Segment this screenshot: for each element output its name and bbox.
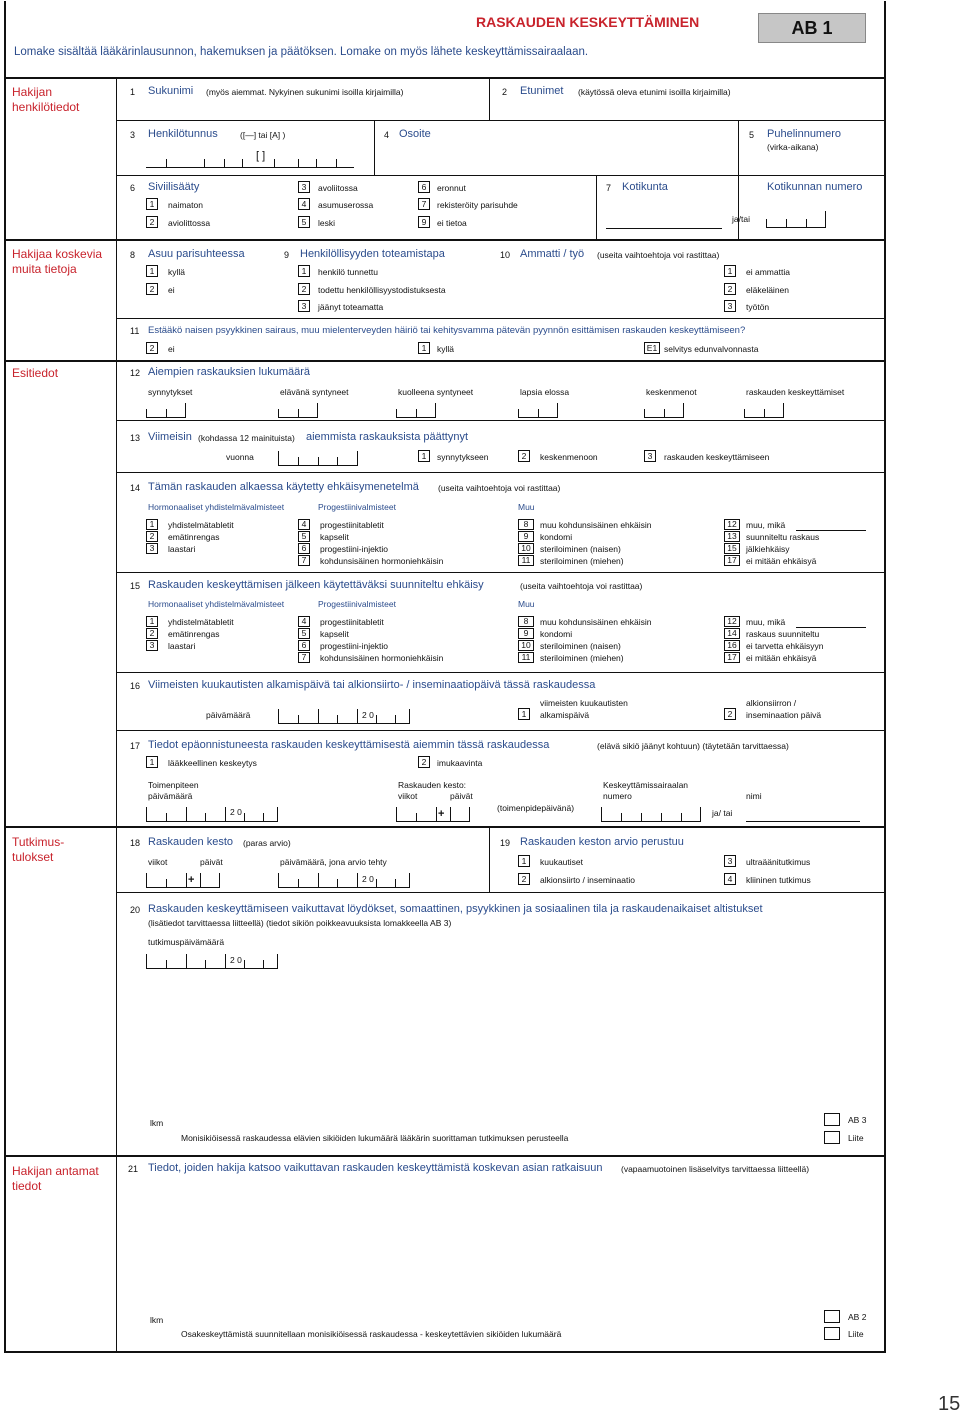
row-line [116,120,886,121]
q13-year-label: vuonna [226,452,254,462]
section-history: Esitiedot [12,366,59,380]
q17-date-field[interactable] [146,810,278,822]
q6-option-code[interactable]: 7 [418,198,430,210]
row-line [116,472,886,473]
q13-label: Viimeisin [148,431,192,443]
q12-field[interactable] [518,406,558,418]
q14-option-text: laastari [168,544,196,554]
q6-option-text: ei tietoa [437,218,467,228]
q9-option-code[interactable]: 3 [298,300,310,312]
page-number: 15 [938,1393,960,1415]
q15-option-code[interactable]: 11 [518,652,534,663]
row-line [116,175,886,176]
q8-option-code[interactable]: 2 [146,283,158,295]
q19-option-text: kliininen tutkimus [746,875,811,885]
q8-option-code[interactable]: 1 [146,265,158,277]
q7-number: 7 [606,183,612,193]
q9-option-text: todettu henkilöllisyystodistuksesta [318,285,446,295]
q18-year-prefix: 2 0 [362,874,374,884]
q17-col3-line1: Keskeyttämissairaalan [603,780,689,790]
q13-year-field[interactable] [278,454,358,466]
q15-option-text: emätinrengas [168,629,220,639]
q18-number: 18 [130,838,141,848]
ssn-separator-bracket: [ ] [256,150,266,162]
q14-option-code[interactable]: 13 [724,531,740,542]
q5-note: (virka-aikana) [767,142,819,152]
q16-option-code[interactable]: 1 [518,708,530,720]
q7-label-number: Kotikunnan numero [767,181,863,193]
q6-option-text: eronnut [437,183,466,193]
q6-option-text: rekisteröity parisuhde [437,200,518,210]
q14-group-heading: Muu [518,502,535,512]
q8-option-text: ei [168,285,175,295]
vertical-divider [116,77,117,1353]
q14-other-field[interactable] [796,530,866,531]
q12-col: synnytykset [148,387,193,397]
q21-ab2-checkbox[interactable] [824,1310,840,1323]
q14-option-text: progestiinitabletit [320,520,384,530]
q14-group-heading: Progestiinivalmisteet [318,502,396,512]
q14-option-text: emätinrengas [168,532,220,542]
q14-option-code[interactable]: 7 [298,555,310,566]
q13-option-code[interactable]: 3 [644,450,656,462]
q13-option-text: raskauden keskeyttämiseen [664,452,770,462]
row-line [116,892,886,893]
section-applicant-details: Hakijan henkilötiedot [12,85,80,114]
q21-number: 21 [128,1164,139,1174]
divider [4,826,886,828]
q20-attachment-checkbox[interactable] [824,1131,840,1144]
col-line [489,77,490,120]
q13-option-code[interactable]: 1 [418,450,430,462]
q3-number: 3 [130,130,136,140]
q10-option-code[interactable]: 1 [724,265,736,277]
q17-label: Tiedot epäonnistuneesta raskauden keskeyttämisestä aiemmin tässä raskaudessa [148,739,550,751]
q7-conj: ja/tai [732,214,750,224]
q18-note: (paras arvio) [243,838,291,848]
q20-ab3-checkbox[interactable] [824,1113,840,1126]
q9-option-code[interactable]: 2 [298,283,310,295]
q9-option-text: jäänyt toteamatta [318,302,384,312]
q18-date-field[interactable] [278,876,410,888]
q13-option-text: synnytykseen [437,452,489,462]
q9-number: 9 [284,250,290,260]
q21-note: (vapaamuotoinen lisäselvitys tarvittaessa liitteellä) [621,1164,810,1174]
q21-attachment-checkbox[interactable] [824,1327,840,1340]
q14-option-text: kondomi [540,532,573,542]
q14-group-heading: Hormonaaliset yhdistelmävalmisteet [148,502,285,512]
q21-ab2-label: AB 2 [848,1312,867,1322]
form-subtitle: Lomake sisältää lääkärinlausunnon, hakemuksen ja päätöksen. Lomake on myös lähete keskeyttämissairaalaan. [14,46,589,58]
q6-number: 6 [130,183,136,193]
q15-option-code[interactable]: 3 [146,640,158,651]
q14-option-code[interactable]: 3 [146,543,158,554]
q20-multi-text: Monisikiöisessä raskaudessa elävien sikiöiden lukumäärä lääkärin suorittaman tutkimuksen perusteella [181,1133,569,1143]
municipality-field[interactable] [606,228,722,229]
q20-count-label: lkm [150,1118,164,1128]
q16-option-top: viimeisten kuukautisten [540,698,628,708]
q12-field[interactable] [146,406,186,418]
q6-option-text: aviolittossa [168,218,211,228]
q2-label: Etunimet [520,85,564,97]
col-line [738,175,739,239]
q20-year-prefix: 2 0 [230,955,242,965]
q11-number: 11 [130,326,140,336]
q9-option-text: henkilö tunnettu [318,267,379,277]
q14-option-code[interactable]: 12 [724,519,740,530]
q14-option-code[interactable]: 4 [298,519,310,530]
q16-option-text: inseminaation päivä [746,710,822,720]
q20-note: (lisätiedot tarvittaessa liitteellä) (tiedot sikiön poikkeavuuksista lomakkeella AB 3) [148,918,452,928]
q17-hospital-number-field[interactable] [601,810,701,822]
q15-option-text: muu kohdunsisäinen ehkäisin [540,617,652,627]
q7-label: Kotikunta [622,181,668,193]
q14-option-text: muu kohdunsisäinen ehkäisin [540,520,652,530]
q14-number: 14 [130,483,141,493]
q15-other-field[interactable] [796,627,866,628]
q14-option-code[interactable]: 11 [518,555,534,566]
q12-field[interactable] [278,406,318,418]
q20-ab3-label: AB 3 [848,1115,867,1125]
q16-option-text: alkamispäivä [540,710,590,720]
q8-label: Asuu parisuhteessa [148,248,245,260]
q20-number: 20 [130,905,141,915]
divider [4,360,886,362]
q15-label: Raskauden keskeyttämisen jälkeen käytettäväksi suunniteltu ehkäisy [148,579,484,591]
q14-option-code[interactable]: 6 [298,543,310,554]
q15-option-text: steriloiminen (naisen) [540,641,621,651]
q15-option-text: steriloiminen (miehen) [540,653,624,663]
q14-option-text: steriloiminen (miehen) [540,556,624,566]
q6-option-text: avoliitossa [318,183,358,193]
col-line [374,120,375,175]
plus-icon: + [188,874,195,886]
q10-option-text: ei ammattia [746,267,790,277]
q14-option-text: kohdunsisäinen hormoniehkäisin [320,556,444,566]
q17-days-label: päivät [450,791,473,801]
q16-year-prefix: 2 0 [362,710,374,720]
q2-number: 2 [502,87,508,97]
q11-option-code[interactable]: E1 [644,342,660,354]
q15-option-code[interactable]: 4 [298,616,310,627]
q20-attachment-label: Liite [848,1133,864,1143]
q14-note: (useita vaihtoehtoja voi rastittaa) [438,483,561,493]
q15-option-text: ei mitään ehkäisyä [746,653,817,663]
q4-number: 4 [384,130,390,140]
q12-field[interactable] [744,406,784,418]
q12-col: elävänä syntyneet [280,387,349,397]
q13-number: 13 [130,433,141,443]
q10-option-text: eläkeläinen [746,285,790,295]
q15-option-code[interactable]: 1 [146,616,158,627]
q6-option-code[interactable]: 3 [298,181,310,193]
q15-option-code[interactable]: 16 [724,640,740,651]
q11-label: Estääkö naisen psyykkinen sairaus, muu mielenterveyden häiriö tai kehitysvamma pätevän pyynnön esittämisen raskauden keskeyttämiseen? [148,325,746,336]
q12-field[interactable] [396,406,436,418]
row-line [116,420,886,421]
q15-group-heading: Progestiinivalmisteet [318,599,396,609]
q10-option-code[interactable]: 2 [724,283,736,295]
q13-label-2: aiemmista raskauksista päättynyt [306,431,469,443]
q14-option-code[interactable]: 17 [724,555,740,566]
q15-option-code[interactable]: 17 [724,652,740,663]
q3-note: ([—] tai [A] ) [240,130,286,140]
q6-option-text: naimaton [168,200,203,210]
q13-option-code[interactable]: 2 [518,450,530,462]
q11-option-text: ei [168,344,175,354]
q19-option-text: ultraäänitutkimus [746,857,811,867]
q15-option-text: kohdunsisäinen hormoniehkäisin [320,653,444,663]
q14-option-code[interactable]: 10 [518,543,534,554]
q14-option-code[interactable]: 5 [298,531,310,542]
q12-col: kuolleena syntyneet [398,387,474,397]
q17-col3-line2: numero [603,791,632,801]
q17-conj: ja/ tai [712,808,733,818]
q11-option-code[interactable]: 1 [418,342,430,354]
q17-year-prefix: 2 0 [230,807,242,817]
q17-option-code[interactable]: 1 [146,756,158,768]
q15-option-code[interactable]: 8 [518,616,534,627]
q15-option-text: kapselit [320,629,349,639]
q21-label: Tiedot, joiden hakija katsoo vaikuttavan raskauden keskeyttämistä koskevan asian ratkaisuun [148,1162,603,1174]
row-line [116,730,886,731]
q14-option-text: kapselit [320,532,349,542]
q17-number: 17 [130,741,141,751]
q6-option-text: asumuserossa [318,200,374,210]
q6-option-code[interactable]: 2 [146,216,158,228]
q18-weeks-label: viikot [148,857,168,867]
q14-option-code[interactable]: 8 [518,519,534,530]
q21-multi-text: Osakeskeyttämistä suunnitellaan monisikiöisessä raskaudessa - keskeytettävien sikiöiden lukumäärä [181,1329,562,1339]
q12-field[interactable] [644,406,684,418]
q19-option-text: alkionsiirto / inseminaatio [540,875,635,885]
col-line [489,826,490,892]
row-line [116,572,886,573]
q1-number: 1 [130,87,136,97]
q6-option-text: leski [318,218,336,228]
q16-option-top: alkionsiirron / [746,698,797,708]
q13-note: (kohdassa 12 mainituista) [198,433,295,443]
q14-option-code[interactable]: 9 [518,531,534,542]
q15-option-code[interactable]: 5 [298,628,310,639]
q19-option-code[interactable]: 4 [724,873,736,885]
q15-option-text: yhdistelmätabletit [168,617,234,627]
q15-option-code[interactable]: 14 [724,628,740,639]
q17-col2-note: (toimenpidepäivänä) [497,803,575,813]
q20-date-field[interactable] [146,957,278,969]
section-exam-results: Tutkimus-tulokset [12,835,65,864]
q1-label: Sukunimi [148,85,194,97]
q17-option-code[interactable]: 2 [418,756,430,768]
q21-count-label: lkm [150,1315,164,1325]
q18-days-label: päivät [200,857,223,867]
q19-label: Raskauden keston arvio perustuu [520,836,684,848]
q17-col1-line1: Toimenpiteen [148,780,199,790]
q1-note: (myös aiemmat. Nykyinen sukunimi isoilla kirjaimilla) [206,87,404,97]
q14-option-text: progestiini-injektio [320,544,389,554]
q10-number: 10 [500,250,511,260]
q18-duration-field[interactable] [146,876,220,888]
q9-option-code[interactable]: 1 [298,265,310,277]
q2-note: (käytössä oleva etunimi isoilla kirjaimilla) [578,87,731,97]
q8-option-text: kyllä [168,267,186,277]
q10-label: Ammatti / työ [520,248,585,260]
q20-label: Raskauden keskeyttämiseen vaikuttavat löydökset, somaattinen, psyykkinen ja sosiaalinen tila ja raskaudenaikaiset altistukset [148,903,763,915]
q17-option-text: lääkkeellinen keskeytys [168,758,257,768]
section-other-info: Hakijaa koskevia muita tietoja [12,247,103,276]
q4-label: Osoite [399,128,431,140]
q12-col: lapsia elossa [520,387,570,397]
q18-date-label: päivämäärä, jona arvio tehty [280,857,387,867]
q12-col: keskenmenot [646,387,697,397]
col-line [738,120,739,175]
q10-option-text: työtön [746,302,770,312]
q19-option-code[interactable]: 2 [518,873,530,885]
q17-col2-line1: Raskauden kesto: [398,780,467,790]
q6-option-code[interactable]: 6 [418,181,430,193]
q15-option-text: raskaus suunniteltu [746,629,820,639]
q6-option-code[interactable]: 4 [298,198,310,210]
q20-date-label: tutkimuspäivämäärä [148,937,225,947]
row-line [116,672,886,673]
q15-option-text: progestiinitabletit [320,617,384,627]
q14-label: Tämän raskauden alkaessa käytetty ehkäisymenetelmä [148,481,419,493]
q17-option-text: imukaavinta [437,758,483,768]
q15-option-code[interactable]: 6 [298,640,310,651]
q9-label: Henkilöllisyyden toteamistapa [300,248,445,260]
q15-option-code[interactable]: 2 [146,628,158,639]
q12-number: 12 [130,368,141,378]
q19-number: 19 [500,838,511,848]
q6-label: Siviilisääty [148,181,200,193]
q15-option-text: ei tarvetta ehkäisyyn [746,641,824,651]
q17-hospital-name-field[interactable] [746,821,860,822]
q6-option-code[interactable]: 1 [146,198,158,210]
q14-option-text: steriloiminen (naisen) [540,544,621,554]
section-applicant-info: Hakijan antamat tiedot [12,1164,99,1193]
q16-label: Viimeisten kuukautisten alkamispäivä tai alkionsiirto- / inseminaatiopäivä tässä raskaudessa [148,679,596,691]
q15-option-text: kondomi [540,629,573,639]
q14-option-code[interactable]: 15 [724,543,740,554]
q18-label: Raskauden kesto [148,836,233,848]
plus-icon: + [438,808,445,820]
form-title: RASKAUDEN KESKEYTTÄMINEN [476,14,700,30]
q17-duration-field[interactable] [396,810,470,822]
q15-option-text: progestiini-injektio [320,641,389,651]
municipality-number-field[interactable] [766,216,826,228]
q16-option-code[interactable]: 2 [724,708,736,720]
q19-option-text: kuukautiset [540,857,583,867]
q10-note: (useita vaihtoehtoja voi rastittaa) [597,250,720,260]
q21-attachment-label: Liite [848,1329,864,1339]
q14-option-text: yhdistelmätabletit [168,520,234,530]
q6-option-code[interactable]: 9 [418,216,430,228]
q5-number: 5 [749,130,755,140]
q15-option-text: muu, mikä [746,617,786,627]
q11-option-text: kyllä [437,344,455,354]
q14-option-code[interactable]: 2 [146,531,158,542]
q12-col: raskauden keskeyttämiset [746,387,845,397]
q14-option-text: muu, mikä [746,520,786,530]
row-line [116,318,886,319]
ssn-field[interactable] [146,156,354,168]
q14-option-text: suunniteltu raskaus [746,532,820,542]
q15-option-text: laastari [168,641,196,651]
q12-label: Aiempien raskauksien lukumäärä [148,366,311,378]
q19-option-code[interactable]: 3 [724,855,736,867]
q15-option-code[interactable]: 9 [518,628,534,639]
q16-date-field[interactable] [278,712,410,724]
q19-option-code[interactable]: 1 [518,855,530,867]
q16-number: 16 [130,681,141,691]
q15-group-heading: Muu [518,599,535,609]
divider [4,77,886,79]
q17-col3-name: nimi [746,791,762,801]
q16-date-label: päivämäärä [206,710,251,720]
col-line [596,175,597,239]
q8-number: 8 [130,250,136,260]
q3-label: Henkilötunnus [148,128,218,140]
q10-option-code[interactable]: 3 [724,300,736,312]
q14-option-code[interactable]: 1 [146,519,158,530]
q17-col1-line2: päivämäärä [148,791,193,801]
divider [4,1155,886,1157]
q17-weeks-label: viikot [398,791,418,801]
q11-option-code[interactable]: 2 [146,342,158,354]
q15-option-code[interactable]: 12 [724,616,740,627]
q13-option-text: keskenmenoon [540,452,598,462]
q14-option-text: ei mitään ehkäisyä [746,556,817,566]
q5-label: Puhelinnumero [767,128,841,140]
form-id: AB 1 [791,18,833,38]
divider [4,239,886,241]
q14-option-text: jälkiehkäisy [746,544,790,554]
q15-option-code[interactable]: 10 [518,640,534,651]
q15-number: 15 [130,581,141,591]
q6-option-code[interactable]: 5 [298,216,310,228]
q17-note: (elävä sikiö jäänyt kohtuun) (täytetään tarvittaessa) [597,741,789,751]
q15-note: (useita vaihtoehtoja voi rastittaa) [520,581,643,591]
q11-option-text: selvitys edunvalvonnasta [664,344,759,354]
q15-option-code[interactable]: 7 [298,652,310,663]
q15-group-heading: Hormonaaliset yhdistelmävalmisteet [148,599,285,609]
